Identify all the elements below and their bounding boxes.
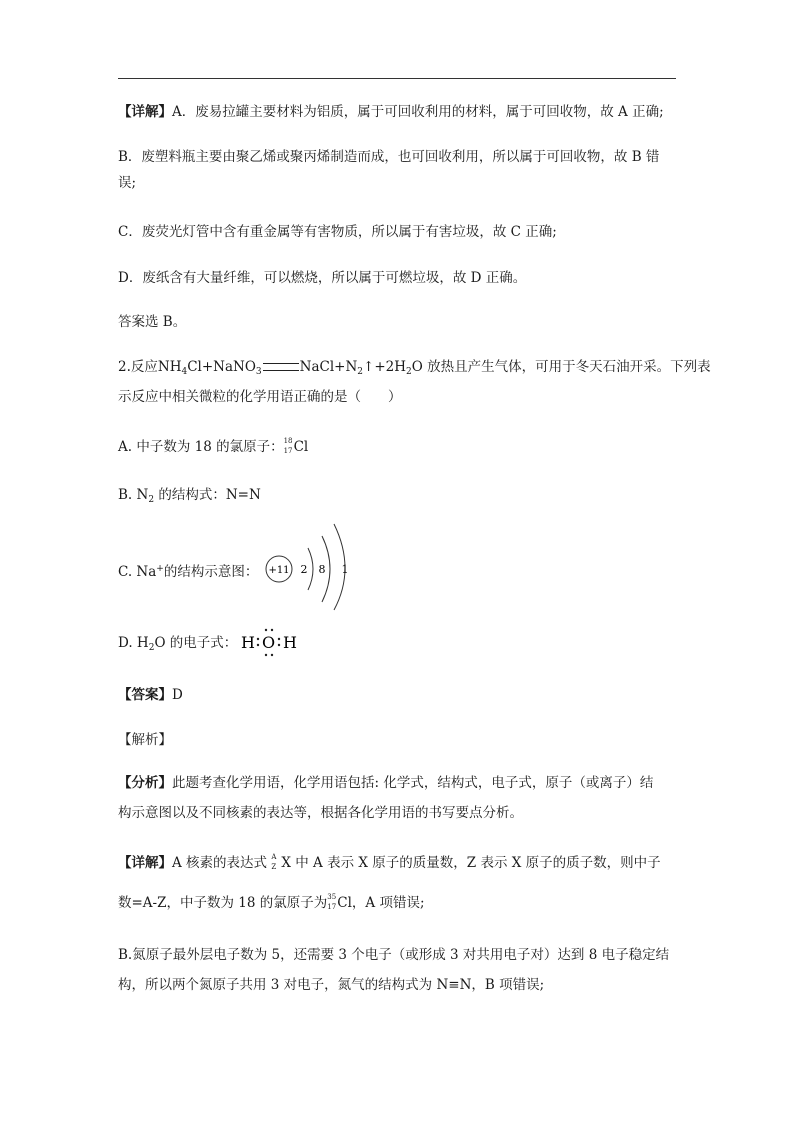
nuclide-notation: 18 17: [283, 437, 293, 455]
nucleus-charge: +11: [268, 565, 290, 576]
h-right: H: [283, 633, 297, 652]
option-c: C. Na+的结构示意图：: [118, 564, 259, 580]
na-ion-structure-diagram: [262, 522, 362, 612]
shell-count-2: 8: [318, 563, 326, 576]
analysis-b-2: 构，所以两个氮原子共用 3 对电子，氮气的结构式为 N≡N，B 项错误;: [118, 977, 545, 993]
analysis-heading: 【解析】: [118, 732, 172, 748]
equals-arrow-icon: [263, 363, 299, 371]
analysis-xj-2: 数=A-Z，中子数为 18 的氯原子为 35 17 Cl，A 项错误;: [118, 893, 425, 911]
question-2-stem: 2.反应$NH_4Cl+NaNO_3$ $NaCl+N_2↑+2H_2O$ 放热且产生气体，可用于冬天石油开采。下列表: [118, 359, 711, 377]
nuclide-notation-cl35: 35 17: [327, 893, 337, 911]
analysis-fx-1: 【分析】此题考查化学用语，化学用语包括: 化学式，结构式，电子式，原子（或离子）结: [118, 775, 654, 791]
p1-line-3: 误;: [118, 175, 137, 191]
option-b: B. $N_2$ 的结构式：N=N: [118, 487, 261, 505]
p1-line-1: 【详解】A．废易拉罐主要材料为铝质，属于可回收利用的材料，属于可回收物，故 A 正确;: [118, 104, 664, 120]
analysis-b-1: B.氮原子最外层电子数为 5，还需要 3 个电子（或形成 3 对共用电子对）达到 8 电子稳定结: [118, 947, 670, 963]
p1-line-5: D．废纸含有大量纤维，可以燃烧，所以属于可燃垃圾，故 D 正确。: [118, 270, 527, 286]
p1-line-4: C．废荧光灯管中含有重金属等有害物质，所以属于有害垃圾，故 C 正确;: [118, 224, 557, 240]
h2o-electron-dot-formula: [236, 626, 306, 660]
shell-count-3: 1: [341, 563, 349, 576]
p1-line-6: 答案选 B。: [118, 314, 187, 330]
h-left: H: [241, 633, 255, 652]
shell-arc-1: [308, 548, 313, 590]
option-a: A. 中子数为 18 的氯原子： 18 17 Cl: [118, 437, 309, 455]
question-2-stem-2: 示反应中相关微粒的化学用语正确的是（ ）: [118, 389, 402, 405]
shell-count-1: 2: [300, 563, 308, 576]
o-center: O: [262, 633, 276, 652]
analysis-fx-2: 构示意图以及不同核素的表达等，根据各化学用语的书写要点分析。: [118, 805, 523, 821]
option-d: D. $H_2O$ 的电子式：: [118, 635, 238, 653]
header-rule: [118, 78, 676, 79]
nuclide-notation-generic: A Z: [271, 853, 277, 871]
p1-line-2: B．废塑料瓶主要由聚乙烯或聚丙烯制造而成，也可回收利用，所以属于可回收物，故 B 错: [118, 149, 660, 165]
answer-line: 【答案】D: [118, 687, 183, 703]
analysis-xj-1: 【详解】A 核素的表达式 A Z X 中 A 表示 X 原子的质量数，Z 表示 X 原子的质子数，则中子: [118, 853, 661, 871]
